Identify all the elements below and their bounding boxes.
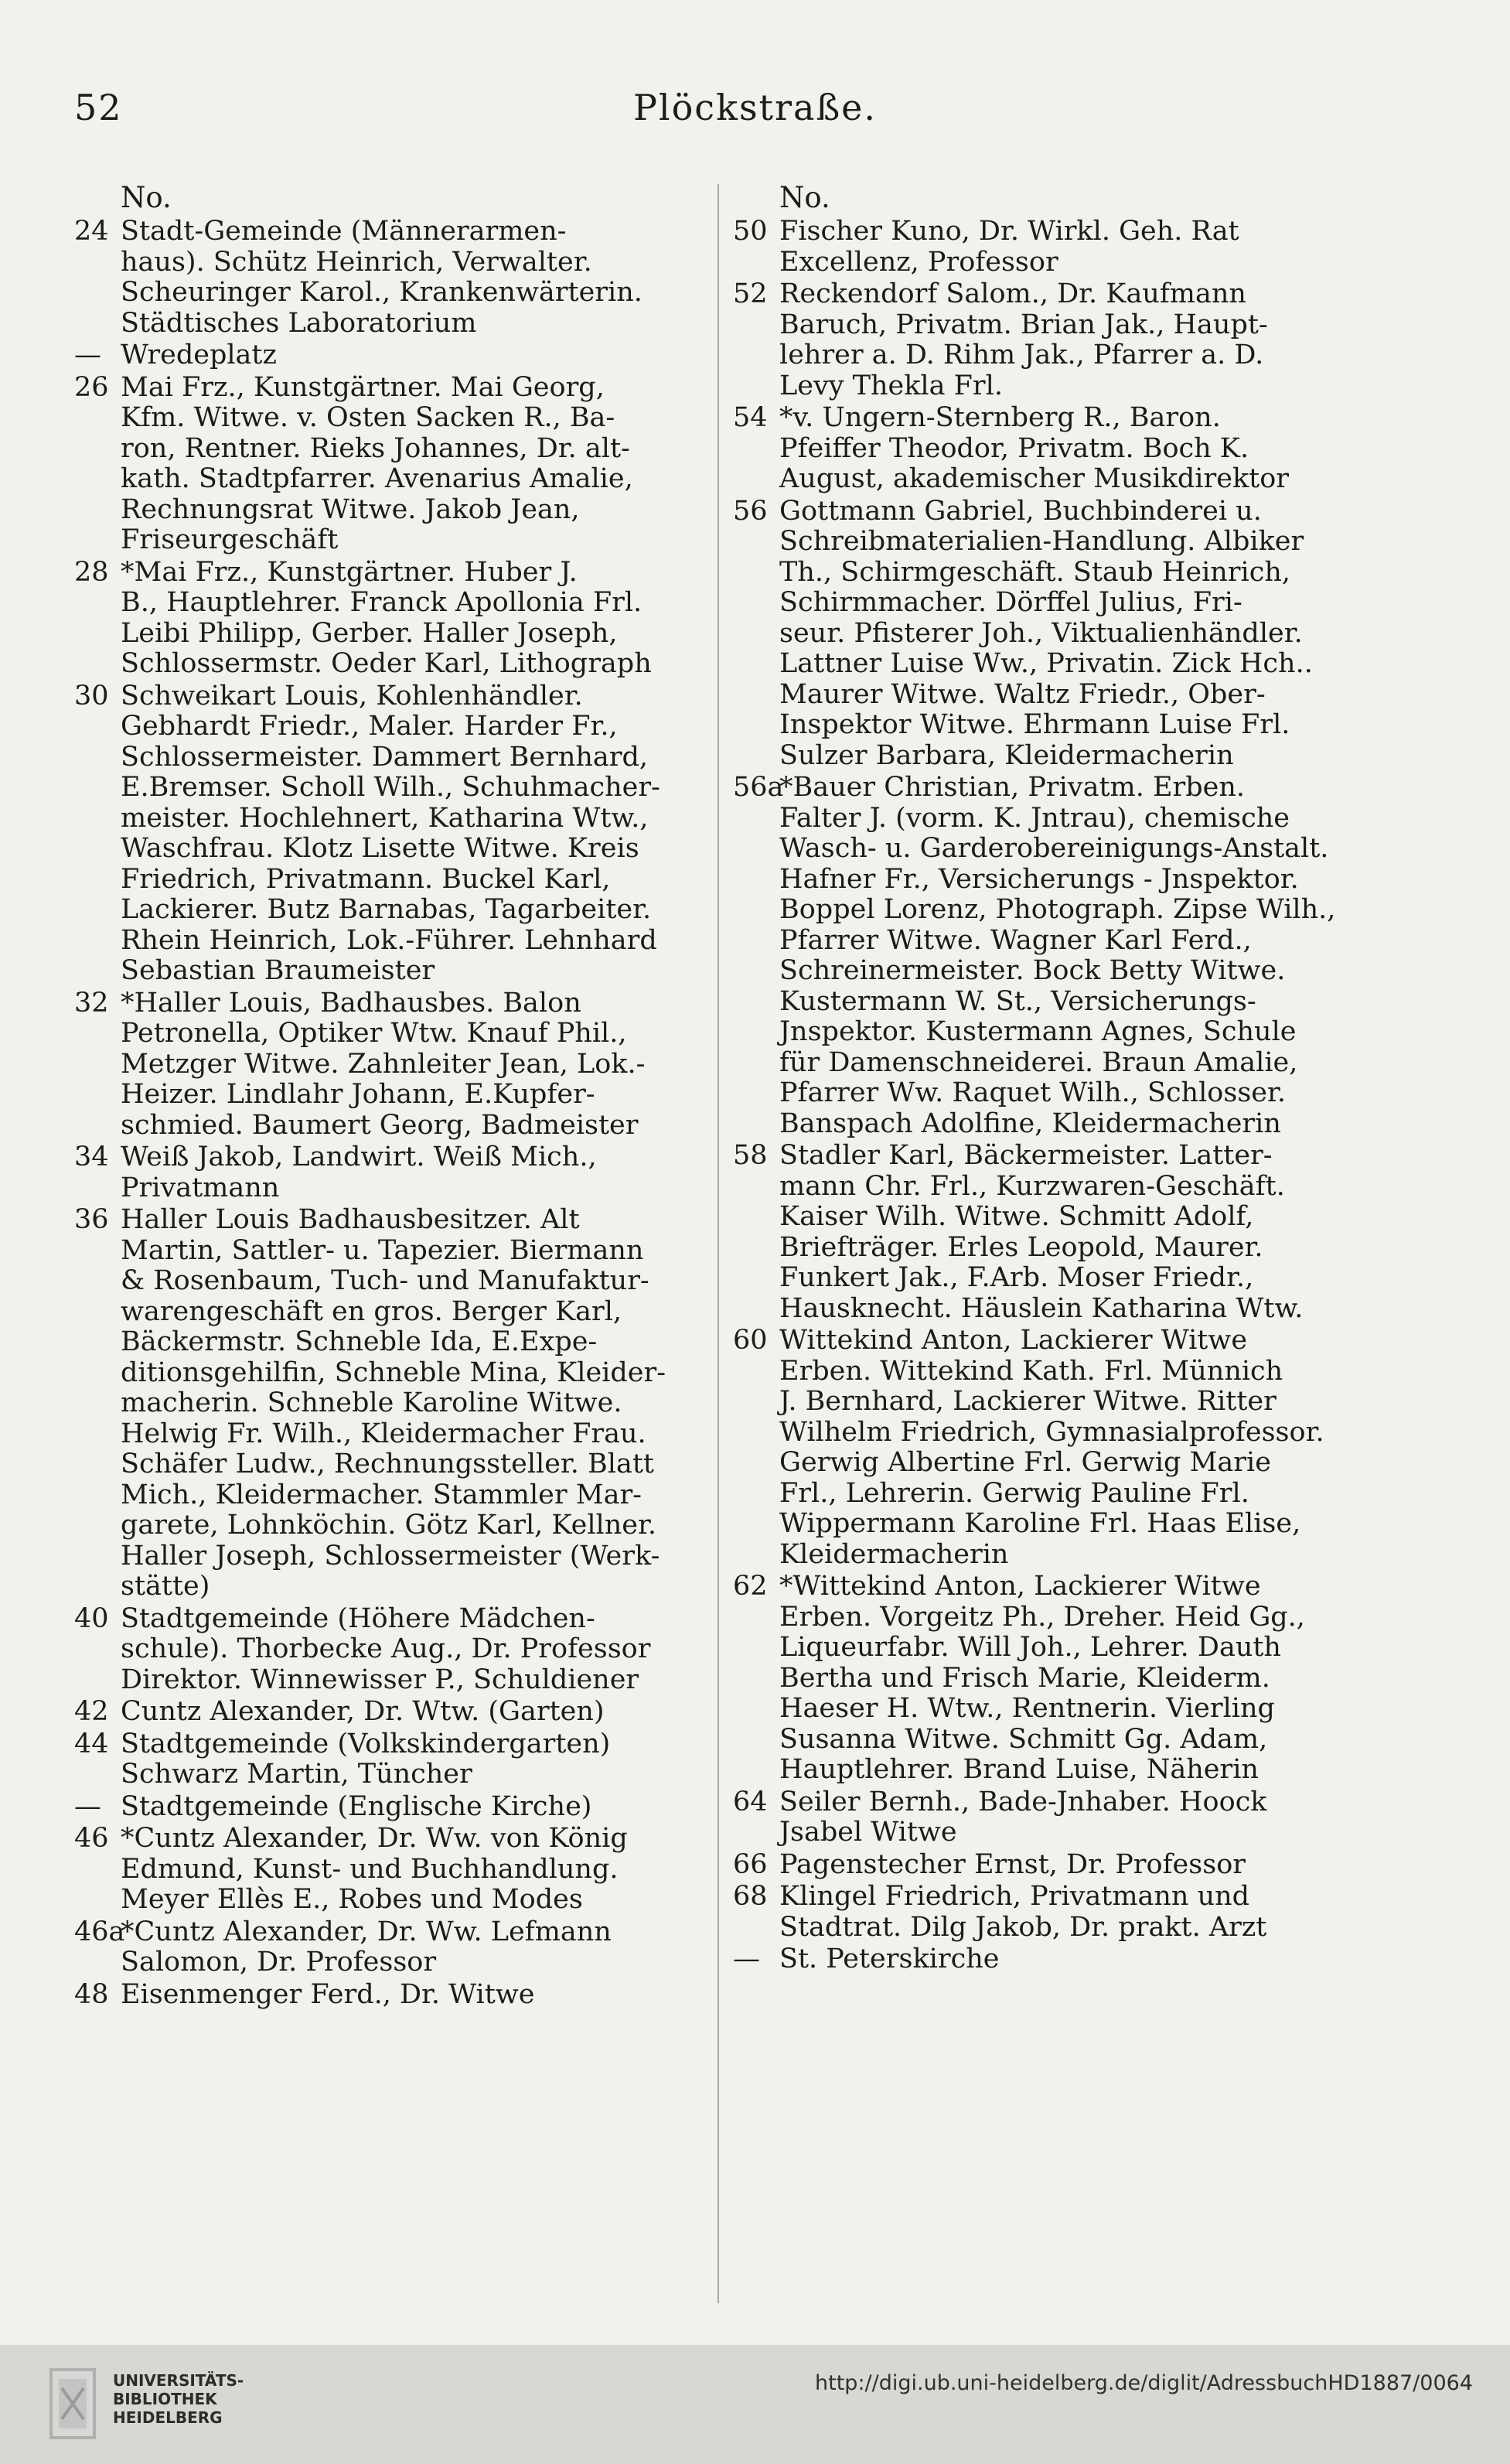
house-number: 30 xyxy=(74,680,109,712)
address-entry xyxy=(74,988,702,1142)
house-number: 46a xyxy=(74,1916,125,1947)
house-number: 44 xyxy=(74,1728,109,1759)
text-line: Pfarrer Ww. Raquet Wilh., Schlosser. xyxy=(779,1077,1287,1108)
house-number: 58 xyxy=(733,1140,768,1171)
text-line: Kustermann W. St., Versicherungs- xyxy=(779,985,1256,1017)
text-line: Meyer Ellès E., Robes und Modes xyxy=(121,1884,583,1915)
text-line: Liqueurfabr. Will Joh., Lehrer. Dauth xyxy=(779,1632,1281,1663)
text-line: Hafner Fr., Versicherungs - Jnspektor. xyxy=(779,863,1299,895)
page-number: 52 xyxy=(74,87,123,128)
text-line: Schreibmaterialien-Handlung. Albiker xyxy=(779,526,1304,557)
text-line: *Cuntz Alexander, Dr. Ww. Lefmann xyxy=(121,1916,612,1947)
address-entry xyxy=(733,279,1444,401)
text-line: seur. Pfisterer Joh., Viktualienhändler. xyxy=(779,617,1303,649)
resident-text xyxy=(779,279,1444,401)
entry-list xyxy=(733,217,1444,1975)
text-line: Klingel Friedrich, Privatmann und xyxy=(779,1881,1250,1912)
house-number: 56 xyxy=(733,495,768,527)
text-line: *Wittekind Anton, Lackierer Witwe xyxy=(779,1571,1261,1602)
resident-text xyxy=(779,773,1444,1139)
resident-text xyxy=(779,1882,1444,1943)
house-number: 60 xyxy=(733,1325,768,1356)
right-column xyxy=(733,183,1444,1977)
text-line: Friseurgeschäft xyxy=(121,524,339,555)
resident-text xyxy=(121,1792,702,1823)
text-line: lehrer a. D. Rihm Jak., Pfarrer a. D. xyxy=(779,340,1264,370)
text-line: Seiler Bernh., Bade-Jnhaber. Hoock xyxy=(779,1786,1267,1817)
address-entry xyxy=(74,558,702,680)
text-line: Städtisches Laboratorium xyxy=(121,307,477,339)
text-line: Schirmmacher. Dörffel Julius, Fri- xyxy=(779,587,1242,618)
resident-text xyxy=(121,1697,702,1728)
text-line: Funkert Jak., F.Arb. Moser Friedr., xyxy=(779,1262,1254,1293)
address-entry xyxy=(733,1882,1444,1943)
text-line: Martin, Sattler- u. Tapezier. Biermann xyxy=(121,1234,644,1266)
address-entry xyxy=(733,217,1444,278)
text-line: Gebhardt Friedr., Maler. Harder Fr., xyxy=(121,711,618,742)
text-line: Banspach Adolfine, Kleidermacherin xyxy=(779,1107,1281,1139)
text-line: Cuntz Alexander, Dr. Wtw. (Garten) xyxy=(121,1696,605,1727)
text-line: Metzger Witwe. Zahnleiter Jean, Lok.- xyxy=(121,1048,646,1080)
resident-text xyxy=(121,988,702,1142)
address-entry xyxy=(733,1141,1444,1324)
house-number: 52 xyxy=(733,278,768,309)
resident-text xyxy=(779,1141,1444,1324)
text-line: B., Hauptlehrer. Franck Apollonia Frl. xyxy=(121,587,643,618)
text-line: warengeschäft en gros. Berger Karl, xyxy=(121,1295,622,1327)
resident-text xyxy=(779,1787,1444,1848)
text-line: Rechnungsrat Witwe. Jakob Jean, xyxy=(121,493,580,525)
university-seal-icon xyxy=(48,2365,97,2442)
address-entry xyxy=(74,1980,702,2011)
text-line: mann Chr. Frl., Kurzwaren-Geschäft. xyxy=(779,1170,1285,1202)
house-number: — xyxy=(74,340,101,370)
resident-text xyxy=(121,1729,702,1790)
house-number: 26 xyxy=(74,371,109,403)
text-line: & Rosenbaum, Tuch- und Manufaktur- xyxy=(121,1265,649,1296)
address-entry xyxy=(74,1917,702,1978)
text-line: Gottmann Gabriel, Buchbinderei u. xyxy=(779,495,1262,527)
text-line: *Bauer Christian, Privatm. Erben. xyxy=(779,772,1246,803)
text-line: Inspektor Witwe. Ehrmann Luise Frl. xyxy=(779,709,1290,740)
house-number: 34 xyxy=(74,1142,109,1172)
text-line: Erben. Vorgeitz Ph., Dreher. Heid Gg., xyxy=(779,1601,1305,1633)
text-line: Scheuringer Karol., Krankenwärterin. xyxy=(121,277,643,308)
text-line: Eisenmenger Ferd., Dr. Witwe xyxy=(121,1978,535,2010)
house-number: 48 xyxy=(74,1978,109,2010)
text-line: Fischer Kuno, Dr. Wirkl. Geh. Rat xyxy=(779,216,1239,247)
resident-text xyxy=(779,1326,1444,1570)
text-line: Mai Frz., Kunstgärtner. Mai Georg, xyxy=(121,371,605,403)
text-line: Edmund, Kunst- und Buchhandlung. xyxy=(121,1853,619,1885)
text-line: ditionsgehilfin, Schneble Mina, Kleider- xyxy=(121,1357,666,1388)
text-line: Schlossermstr. Oeder Karl, Lithograph xyxy=(121,648,652,679)
text-line: für Damenschneiderei. Braun Amalie, xyxy=(779,1046,1298,1078)
text-line: Heizer. Lindlahr Johann, E.Kupfer- xyxy=(121,1079,595,1110)
text-line: Stadler Karl, Bäckermeister. Latter- xyxy=(779,1140,1273,1171)
text-line: Schwarz Martin, Tüncher xyxy=(121,1759,472,1790)
resident-text xyxy=(121,1917,702,1978)
house-number: 64 xyxy=(733,1786,768,1817)
resident-text xyxy=(121,1142,702,1203)
text-line: *Haller Louis, Badhausbes. Balon xyxy=(121,987,581,1019)
text-line: Schweikart Louis, Kohlenhändler. xyxy=(121,680,583,712)
library-name-line: HEIDELBERG xyxy=(113,2408,223,2427)
address-entry xyxy=(733,773,1444,1139)
address-entry xyxy=(74,681,702,987)
text-line: meister. Hochlehnert, Katharina Wtw., xyxy=(121,802,649,834)
text-line: Jnspektor. Kustermann Agnes, Schule xyxy=(779,1016,1297,1047)
house-number: 54 xyxy=(733,402,768,433)
text-line: Sulzer Barbara, Kleidermacherin xyxy=(779,739,1234,771)
text-line: Stadtgemeinde (Höhere Mädchen- xyxy=(121,1602,595,1634)
address-entry xyxy=(74,1142,702,1203)
text-line: Leibi Philipp, Gerber. Haller Joseph, xyxy=(121,617,618,649)
text-line: Hauptlehrer. Brand Luise, Näherin xyxy=(779,1754,1259,1785)
address-entry xyxy=(74,1205,702,1602)
resident-text xyxy=(779,1850,1444,1881)
text-line: Petronella, Optiker Wtw. Knauf Phil., xyxy=(121,1018,627,1049)
address-entry xyxy=(74,373,702,556)
house-number: 50 xyxy=(733,216,768,247)
text-line: E.Bremser. Scholl Wilh., Schuhmacher- xyxy=(121,772,660,803)
text-line: Baruch, Privatm. Brian Jak., Haupt- xyxy=(779,309,1268,340)
house-number: 66 xyxy=(733,1848,768,1880)
resident-text xyxy=(779,497,1444,772)
text-line: Erben. Wittekind Kath. Frl. Münnich xyxy=(779,1355,1283,1387)
text-line: Maurer Witwe. Waltz Friedr., Ober- xyxy=(779,678,1266,710)
resident-text xyxy=(121,340,702,371)
text-line: haus). Schütz Heinrich, Verwalter. xyxy=(121,246,592,278)
text-line: Waschfrau. Klotz Lisette Witwe. Kreis xyxy=(121,833,639,864)
library-name-line: BIBLIOTHEK xyxy=(113,2390,217,2408)
text-line: garete, Lohnköchin. Götz Karl, Kellner. xyxy=(121,1510,656,1541)
text-line: Mich., Kleidermacher. Stammler Mar- xyxy=(121,1479,643,1510)
text-line: Haller Joseph, Schlossermeister (Werk- xyxy=(121,1540,660,1572)
resident-text xyxy=(121,558,702,680)
text-line: Wippermann Karoline Frl. Haas Elise, xyxy=(779,1508,1301,1539)
house-number: — xyxy=(733,1944,760,1974)
address-entry xyxy=(74,1792,702,1823)
text-line: schule). Thorbecke Aug., Dr. Professor xyxy=(121,1633,651,1664)
address-entry xyxy=(74,217,702,339)
text-line: Kaiser Wilh. Witwe. Schmitt Adolf, xyxy=(779,1201,1254,1232)
left-column xyxy=(74,183,702,2012)
text-line: Weiß Jakob, Landwirt. Weiß Mich., xyxy=(121,1142,597,1172)
address-entry xyxy=(733,1787,1444,1848)
text-line: Levy Thekla Frl. xyxy=(779,370,1003,401)
resident-text xyxy=(121,217,702,339)
text-line: J. Bernhard, Lackierer Witwe. Ritter xyxy=(779,1386,1277,1417)
resident-text xyxy=(121,1604,702,1696)
library-name-line: UNIVERSITÄTS- xyxy=(113,2371,244,2390)
text-line: schmied. Baumert Georg, Badmeister xyxy=(121,1109,639,1141)
house-number: 40 xyxy=(74,1602,109,1634)
text-line: Stadtgemeinde (Volkskindergarten) xyxy=(121,1728,611,1759)
address-entry xyxy=(733,497,1444,772)
text-line: Haller Louis Badhausbesitzer. Alt xyxy=(121,1204,580,1235)
text-line: Th., Schirmgeschäft. Staub Heinrich, xyxy=(779,556,1291,588)
resident-text xyxy=(121,1205,702,1602)
address-entry xyxy=(74,1824,702,1916)
text-line: Excellenz, Professor xyxy=(779,246,1058,278)
text-line: Schreinermeister. Bock Betty Witwe. xyxy=(779,955,1286,986)
text-line: Wredeplatz xyxy=(121,340,277,370)
text-line: Friedrich, Privatmann. Buckel Karl, xyxy=(121,863,611,895)
text-line: Hausknecht. Häuslein Katharina Wtw. xyxy=(779,1292,1304,1324)
text-line: Wittekind Anton, Lackierer Witwe xyxy=(779,1325,1248,1356)
text-line: Falter J. (vorm. K. Jntrau), chemische xyxy=(779,802,1290,834)
text-line: August, akademischer Musikdirektor xyxy=(779,463,1290,494)
text-line: Frl., Lehrerin. Gerwig Pauline Frl. xyxy=(779,1477,1249,1509)
text-line: Pfarrer Witwe. Wagner Karl Ferd., xyxy=(779,924,1252,956)
text-line: Pfeiffer Theodor, Privatm. Boch K. xyxy=(779,432,1249,464)
address-entry xyxy=(733,1572,1444,1786)
resident-text xyxy=(121,1824,702,1916)
house-number: 24 xyxy=(74,216,109,247)
resident-text xyxy=(779,217,1444,278)
text-line: Briefträger. Erles Leopold, Maurer. xyxy=(779,1231,1263,1263)
text-line: *Mai Frz., Kunstgärtner. Huber J. xyxy=(121,556,578,588)
text-line: Schlossermeister. Dammert Bernhard, xyxy=(121,741,649,773)
text-line: *v. Ungern-Sternberg R., Baron. xyxy=(779,402,1221,433)
address-entry xyxy=(74,1697,702,1728)
text-line: Stadtgemeinde (Englische Kirche) xyxy=(121,1790,592,1822)
text-line: Lackierer. Butz Barnabas, Tagarbeiter. xyxy=(121,894,652,925)
text-line: Stadtrat. Dilg Jakob, Dr. prakt. Arzt xyxy=(779,1911,1267,1943)
text-line: Bertha und Frisch Marie, Kleiderm. xyxy=(779,1662,1270,1694)
text-line: ron, Rentner. Rieks Johannes, Dr. alt- xyxy=(121,432,630,464)
text-line: Privatmann xyxy=(121,1172,280,1203)
house-number: 36 xyxy=(74,1204,109,1235)
text-line: St. Peterskirche xyxy=(779,1944,1000,1974)
house-number: 32 xyxy=(74,987,109,1019)
text-line: Jsabel Witwe xyxy=(779,1817,957,1848)
text-line: stätte) xyxy=(121,1571,210,1602)
address-entry xyxy=(733,1326,1444,1570)
text-line: macherin. Schneble Karoline Witwe. xyxy=(121,1387,622,1418)
text-line: Bäckermstr. Schneble Ida, E.Expe- xyxy=(121,1326,598,1357)
column-heading: No. xyxy=(121,181,172,214)
text-line: Boppel Lorenz, Photograph. Zipse Wilh., xyxy=(779,894,1336,925)
text-line: Stadt-Gemeinde (Männerarmen- xyxy=(121,216,567,247)
entry-list xyxy=(74,217,702,2010)
text-line: Rhein Heinrich, Lok.-Führer. Lehnhard xyxy=(121,924,657,956)
text-line: Kfm. Witwe. v. Osten Sacken R., Ba- xyxy=(121,402,615,433)
house-number: 46 xyxy=(74,1823,109,1854)
text-line: Kleidermacherin xyxy=(779,1538,1009,1570)
address-entry xyxy=(733,1850,1444,1881)
house-number: 56a xyxy=(733,772,784,803)
text-line: Wasch- u. Garderobereinigungs-Anstalt. xyxy=(779,833,1329,864)
library-name xyxy=(113,2371,244,2427)
text-line: Pagenstecher Ernst, Dr. Professor xyxy=(779,1848,1246,1880)
house-number: — xyxy=(74,1790,101,1822)
text-line: Direktor. Winnewisser P., Schuldiener xyxy=(121,1664,639,1695)
text-line: Wilhelm Friedrich, Gymnasialprofessor. xyxy=(779,1416,1324,1448)
text-line: Haeser H. Wtw., Rentnerin. Vierling xyxy=(779,1693,1275,1724)
resident-text xyxy=(779,403,1444,495)
text-line: Schäfer Ludw., Rechnungssteller. Blatt xyxy=(121,1449,654,1479)
house-number: 28 xyxy=(74,556,109,588)
resident-text xyxy=(121,373,702,556)
house-number: 68 xyxy=(733,1881,768,1912)
resident-text xyxy=(779,1572,1444,1786)
text-line: Sebastian Braumeister xyxy=(121,955,435,986)
text-line: Reckendorf Salom., Dr. Kaufmann xyxy=(779,278,1246,309)
address-entry xyxy=(74,340,702,371)
resident-text xyxy=(779,1944,1444,1975)
text-line: Lattner Luise Ww., Privatin. Zick Hch.. xyxy=(779,648,1313,679)
text-line: Helwig Fr. Wilh., Kleidermacher Frau. xyxy=(121,1418,646,1449)
text-line: *Cuntz Alexander, Dr. Ww. von König xyxy=(121,1823,628,1854)
text-line: Salomon, Dr. Professor xyxy=(121,1947,437,1978)
address-entry xyxy=(733,403,1444,495)
resident-text xyxy=(121,1980,702,2011)
text-line: Gerwig Albertine Frl. Gerwig Marie xyxy=(779,1447,1271,1478)
house-number: 62 xyxy=(733,1571,768,1602)
source-url-link[interactable]: http://digi.ub.uni-heidelberg.de/diglit/AdressbuchHD1887/0064 xyxy=(815,2371,1473,2395)
text-line: kath. Stadtpfarrer. Avenarius Amalie, xyxy=(121,463,633,494)
address-entry xyxy=(74,1604,702,1696)
column-heading: No. xyxy=(779,181,830,214)
address-entry xyxy=(733,1944,1444,1975)
address-entry xyxy=(74,1729,702,1790)
resident-text xyxy=(121,681,702,987)
house-number: 42 xyxy=(74,1696,109,1727)
page-title: Plöckstraße. xyxy=(632,87,878,128)
text-line: Susanna Witwe. Schmitt Gg. Adam, xyxy=(779,1723,1268,1755)
column-divider xyxy=(718,184,719,2303)
